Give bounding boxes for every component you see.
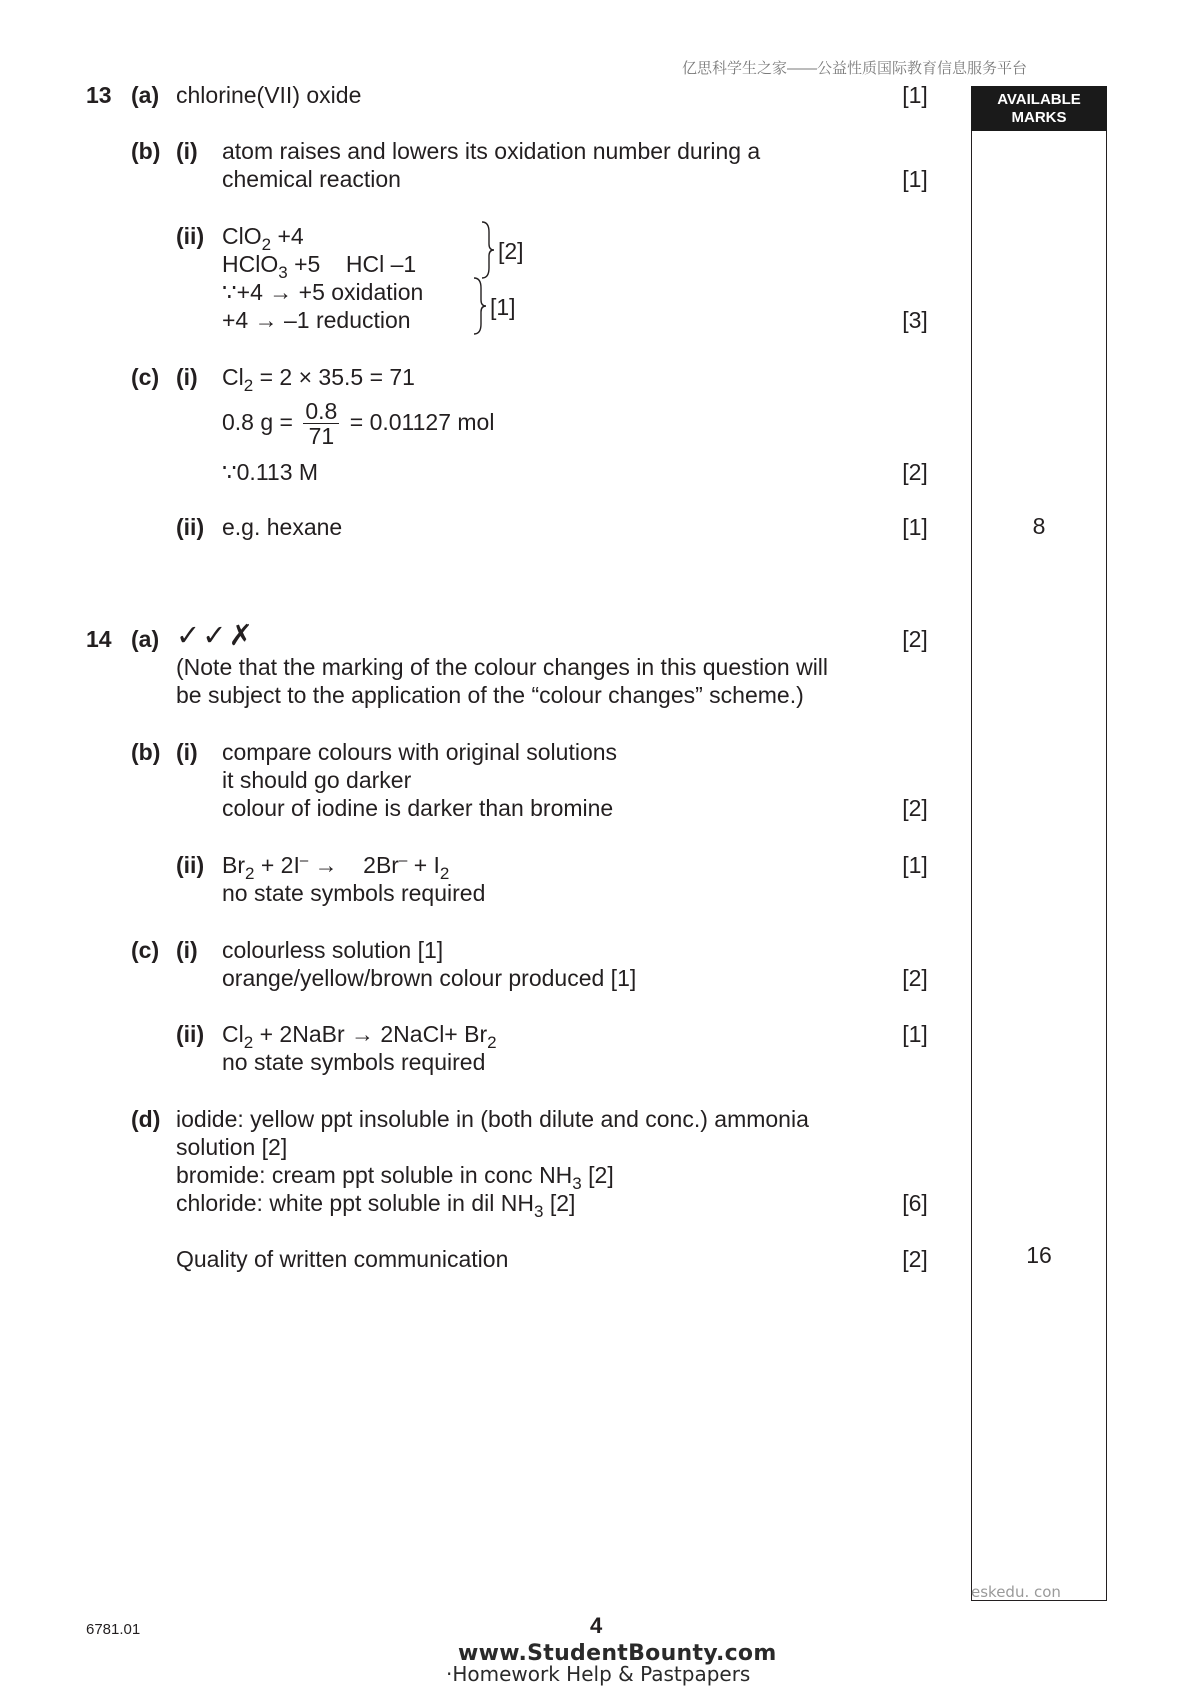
q13-a-answer: chlorine(VII) oxide <box>176 82 362 108</box>
page-number: 4 <box>590 1613 603 1638</box>
q13-c-i-line1: $Cl_2 = 2 \times 35.5 = 71$ <box>222 364 415 395</box>
q14-qwc-mark: [2] <box>902 1246 928 1272</box>
q14-c-i-mark: [2] <box>902 965 928 991</box>
q14-c-i-label: (i) <box>176 937 198 963</box>
q14-c-label: (c) <box>131 937 160 963</box>
q14-d-line2: solution [2] <box>176 1134 288 1160</box>
q13-b-ii-line4: +4 → –1 reduction <box>222 307 411 333</box>
studentbounty-brand-line1: www.StudentBounty.com <box>458 1641 777 1666</box>
q13-b-ii-line3: ∵+4 → +5 oxidation <box>222 279 424 305</box>
brace-icon <box>480 220 496 280</box>
eskedu-watermark: eskedu. con <box>971 1583 1061 1601</box>
q13-available-marks: 8 <box>1032 513 1046 539</box>
footer-paper-code: 6781.01 <box>86 1621 141 1638</box>
q13-b-ii-line1: ClO$_2$ +4 <box>222 223 304 254</box>
q14-c-ii-equation: $Cl_2$ + 2NaBr → 2NaCl+ $Br_2$ <box>222 1021 497 1052</box>
q14-b-i-mark: [2] <box>902 795 928 821</box>
q14-c-ii-line2: no state symbols required <box>222 1049 486 1075</box>
q14-b-ii-mark: [1] <box>902 852 928 878</box>
q14-qwc-text: Quality of written communication <box>176 1246 509 1272</box>
q14-d-label: (d) <box>131 1106 161 1132</box>
studentbounty-brand-line2: ·Homework Help & Pastpapers <box>446 1662 751 1686</box>
q14-a-note-line2: be subject to the application of the “colour changes” scheme.) <box>176 682 804 708</box>
q13-b-i-mark: [1] <box>902 166 928 192</box>
q13-b-ii-brace2-mark: [1] <box>490 294 516 320</box>
q13-a-label: (a) <box>131 82 160 108</box>
q14-c-ii-label: (ii) <box>176 1021 205 1047</box>
q14-d-line3: bromide: cream ppt soluble in conc $NH_3$ [2] <box>176 1162 614 1193</box>
q13-b-i-line1: atom raises and lowers its oxidation number during a <box>222 138 761 164</box>
q13-b-i-label: (i) <box>176 138 198 164</box>
q14-b-ii-equation: $Br_2 + 2I^-$ → $2Br^- + I_2$ <box>222 852 450 883</box>
q13-b-i-line2: chemical reaction <box>222 166 401 192</box>
q14-a-note-line1: (Note that the marking of the colour changes in this question will <box>176 654 829 680</box>
q13-c-ii-mark: [1] <box>902 514 928 540</box>
q13-c-i-line2: 0.8 g = $\frac{0.8}{71}$ = 0.01127 mol <box>222 398 495 450</box>
q13-c-label: (c) <box>131 364 160 390</box>
q13-c-ii-answer: e.g. hexane <box>222 514 343 540</box>
q13-b-ii-line2: HClO$_3$ +5 HCl –1 <box>222 251 417 282</box>
q13-c-i-line3: ∵0.113 M <box>222 459 319 485</box>
q13-b-ii-mark: [3] <box>902 307 928 333</box>
q14-c-ii-mark: [1] <box>902 1021 928 1047</box>
q14-b-i-line1: compare colours with original solutions <box>222 739 618 765</box>
q14-b-ii-label: (ii) <box>176 852 205 878</box>
q14-d-line1: iodide: yellow ppt insoluble in (both dilute and conc.) ammonia <box>176 1106 809 1132</box>
available-marks-heading-line1: AVAILABLE <box>997 90 1081 108</box>
q14-b-i-line3: colour of iodine is darker than bromine <box>222 795 614 821</box>
q14-c-i-line1: colourless solution [1] <box>222 937 444 963</box>
q14-c-i-line2: orange/yellow/brown colour produced [1] <box>222 965 637 991</box>
q14-b-ii-line2: no state symbols required <box>222 880 486 906</box>
brace-icon <box>472 276 488 336</box>
q13-b-ii-brace1-mark: [2] <box>498 238 524 264</box>
q13-b-label: (b) <box>131 138 161 164</box>
q14-a-mark: [2] <box>902 626 928 652</box>
q14-a-ticks: ✓✓✗ <box>176 618 255 652</box>
fraction: $\frac{0.8}{71}$ <box>305 398 338 450</box>
q14-b-i-label: (i) <box>176 739 198 765</box>
header-watermark: 亿思科学生之家——公益性质国际教育信息服务平台 <box>682 60 1028 77</box>
q13-c-i-mark: [2] <box>902 459 928 485</box>
q14-b-label: (b) <box>131 739 161 765</box>
q13-a-mark: [1] <box>902 82 928 108</box>
q13-c-ii-label: (ii) <box>176 514 205 540</box>
available-marks-column <box>971 86 1107 1601</box>
q14-available-marks: 16 <box>1026 1242 1052 1268</box>
q14-d-line4: chloride: white ppt soluble in dil $NH_3$ [2] <box>176 1190 576 1221</box>
q14-d-mark: [6] <box>902 1190 928 1216</box>
q13-b-ii-label: (ii) <box>176 223 205 249</box>
available-marks-heading <box>971 86 1107 131</box>
q14-b-i-line2: it should go darker <box>222 767 412 793</box>
q13-c-i-label: (i) <box>176 364 198 390</box>
q13-number: 13 <box>86 82 112 108</box>
q14-number: 14 <box>86 626 112 652</box>
available-marks-heading-line2: MARKS <box>1011 108 1067 126</box>
q14-a-label: (a) <box>131 626 160 652</box>
